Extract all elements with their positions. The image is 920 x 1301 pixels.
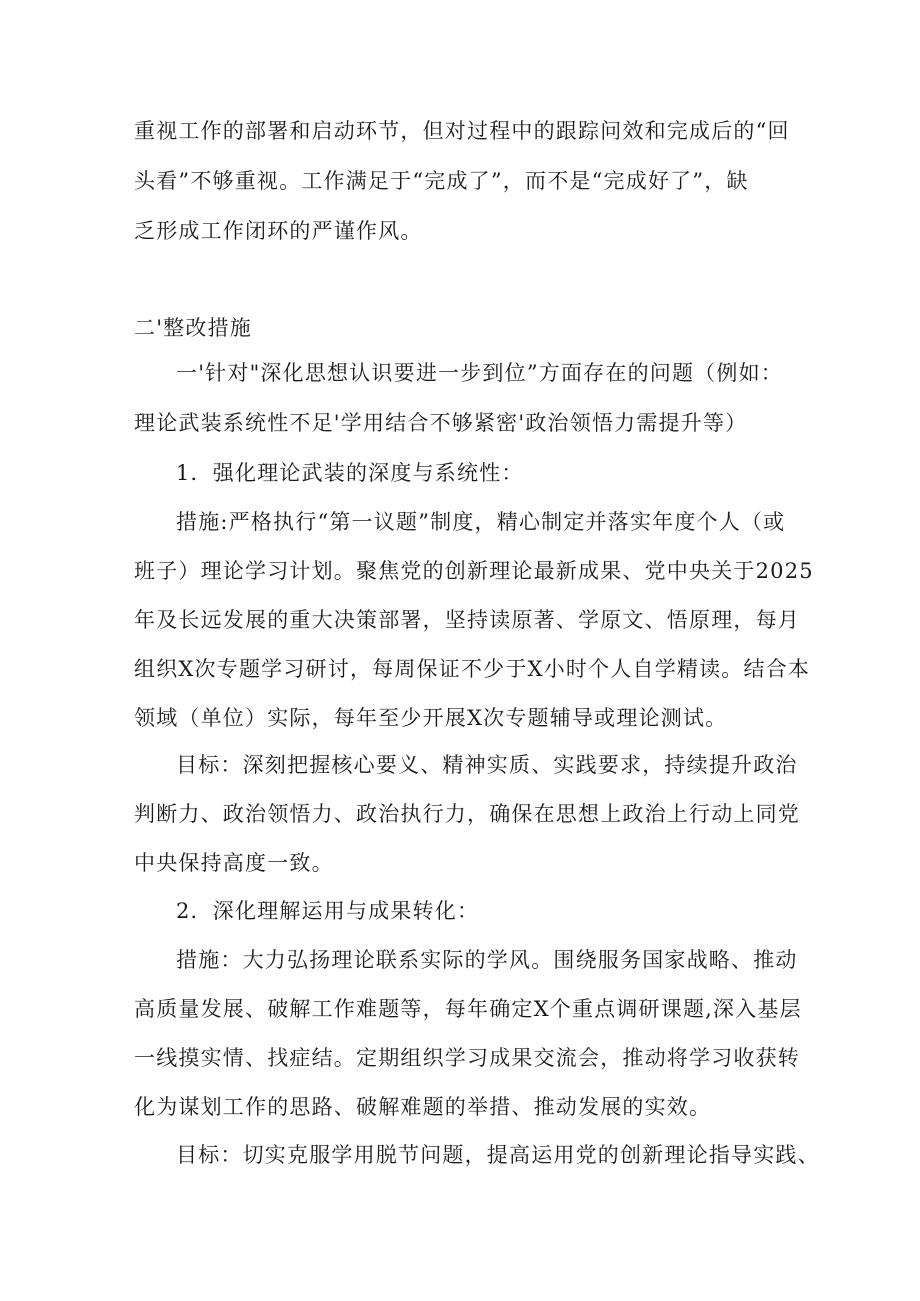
item-heading-1: 1．强化理论武装的深度与系统性： [176,461,524,485]
body-text-line: 领域（单位）实际，每年至少开展X次专题辅导或理论测试。 [134,706,728,730]
body-text-line: 组织X次专题学习研讨，每周保证不少于X小时个人自学精读。结合本 [134,657,811,681]
body-text-line: 措施：大力弘扬理论联系实际的学风。围绕服务国家战略、推动 [176,948,798,972]
subsection-heading-cont: 理论武装系统性不足'学用结合不够紧密'政治领悟力需提升等） [134,411,748,435]
body-text-line: 目标：切实克服学用脱节问题，提高运用党的创新理论指导实践、 [176,1143,820,1167]
body-text-line: 一线摸实情、找症结。定期组织学习成果交流会，推动将学习收获转 [134,1046,800,1070]
body-text-line: 班子）理论学习计划。聚焦党的创新理论最新成果、党中央关于2025 [134,559,814,583]
body-text-line: 头看”不够重视。工作满足于“完成了”，而不是“完成好了”，缺 [134,169,749,193]
body-text-line: 化为谋划工作的思路、破解难题的举措、推动发展的实效。 [134,1095,712,1119]
item-heading-2: 2．深化理解运用与成果转化： [176,899,480,923]
body-text-line: 措施:严格执行“第一议题”制度，精心制定并落实年度个人（或 [176,510,786,534]
body-text-line: 重视工作的部署和启动环节，但对过程中的跟踪问效和完成后的“回 [134,119,790,143]
subsection-heading: 一'针对"深化思想认识要进一步到位”方面存在的问题（例如： [176,361,783,385]
body-text-line: 年及长远发展的重大决策部署，坚持读原著、学原文、悟原理，每月 [134,608,800,632]
body-text-line: 目标：深刻把握核心要义、精神实质、实践要求，持续提升政治 [176,753,798,777]
body-text-line: 高质量发展、破解工作难题等，每年确定X个重点调研课题,深入基层 [134,997,802,1021]
body-text-line: 判断力、政治领悟力、政治执行力，确保在思想上政治上行动上同党 [134,802,800,826]
body-text-line: 乏形成工作闭环的严谨作风。 [134,219,423,243]
body-text-line: 中央保持高度一致。 [134,851,334,875]
section-heading: 二'整改措施 [134,316,252,340]
